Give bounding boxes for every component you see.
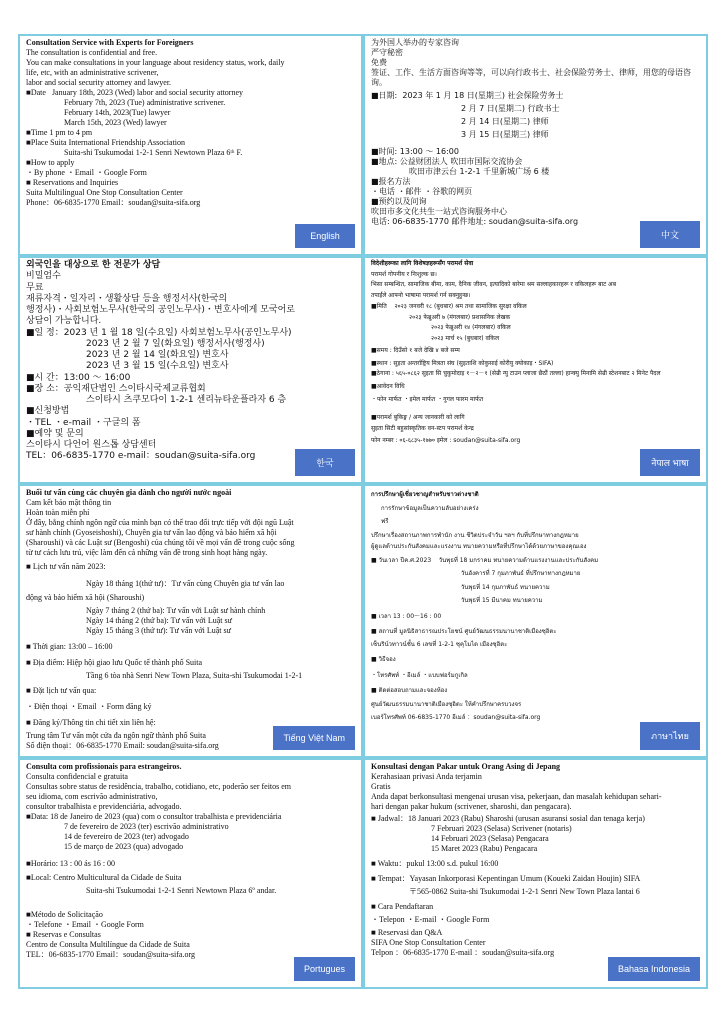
vietnamese-date-label: ■ Lịch tư vấn năm 2023: [26, 562, 106, 571]
korean-address: 스이타시 츠쿠모다이 1-2-1 센리뉴타운플라자 6 층 [86, 395, 287, 405]
vietnamese-how-options: ・Điện thoại ・Email ・Form đăng ký [26, 702, 152, 711]
chinese-date: 2 月 14 日(星期二) 律师 [461, 117, 549, 126]
thai-title: การปรึกษาผู้เชี่ยวชาญสำหรับชาวต่างชาติ [371, 491, 479, 498]
indonesian-line: Anda dapat berkonsultasi mengenai urusan visa, pekerjaan, dan masalah kehidupan sehari- [371, 792, 662, 801]
thai-place: ■ สถานที่ มูลนิธิสาธารณประโยชน์ ศูนย์วัฒนธรรมนานาชาติเมืองซุอิตะ [371, 628, 557, 635]
thai-time: ■ เวลา 13 : 00～16 : 00 [371, 612, 442, 620]
english-date: February 14th, 2023(Tue) lawyer [64, 108, 171, 117]
chinese-line: 免费 [371, 58, 387, 67]
korean-line: 상담이 가능합니다. [26, 316, 102, 327]
portuguese-address: Suita-shi Tsukumodai 1-2-1 Senri Newtown Plaza 6º andar. [86, 886, 277, 895]
indonesian-address: 〒565-0862 Suita-shi Tsukumodai 1-2-1 Senri New Town Plaza lantai 6 [409, 887, 640, 896]
nepali-how-options: ・फोन मार्फत ・इमेल मार्फत ・गुगल फारम मार्फत [371, 396, 484, 403]
english-title: Consultation Service with Experts for Foreigners [26, 38, 194, 47]
portuguese-panel [18, 758, 363, 989]
english-panel [18, 34, 363, 256]
nepali-reservation-label: ■परामर्श बुकिङ्ग / अन्य जानकारी को लागि [371, 413, 465, 421]
indonesian-date: 7 Februari 2023 (Selasa) Scrivener (notaris) [431, 824, 572, 833]
korean-language-badge: 한국 [295, 449, 355, 476]
portuguese-date-row: ■Data: 18 de Janeiro de 2023 (qua) com o consultor trabalhista e previdenciária [26, 812, 282, 821]
korean-line: 재류자격・일자리・생활상담 등을 행정서사(한국의 [26, 293, 228, 304]
chinese-line: 签证、工作、生活方面咨询等等，可以向行政书士、社会保险劳务士、律师，用您的母语咨询。 [371, 68, 691, 87]
chinese-date: 2 月 7 日(星期二) 行政书士 [461, 104, 560, 113]
nepali-line: भिसा सम्बन्धित, सामाजिक बीमा, काम, दैनिक जीवन, इत्यादिको बारेमा श्रम सल्लाहकारहरू र वकिलहरू बाट अब [371, 281, 617, 288]
thai-date-row: ■ วันเวลา ปีค.ศ.2023 วันพุธที่ 18 มกราคม ทนายความด้านแรงงานและประกันสังคม [371, 556, 599, 564]
korean-date: 2023 년 2 월 14 일(화요일) 변호사 [86, 350, 229, 360]
thai-language-badge: ภาษาไทย [640, 722, 700, 750]
indonesian-line: hari dengan pakar hukum (scrivener, sharoshi, dan pengacara). [371, 802, 572, 811]
korean-time: ■시 간：13:00 ～ 16:00 [26, 372, 131, 383]
indonesian-center: SIFA One Stop Consultation Center [371, 938, 486, 947]
nepali-how-label: ■आवेदन विधि [371, 382, 405, 390]
vietnamese-date: Ngày 7 tháng 2 (thứ ba): Tư vấn với Luật sư hành chính [86, 606, 266, 615]
english-line: The consultation is confidential and free. [26, 48, 158, 57]
vietnamese-line: từ tư cách lưu trú, việc làm đến cả những vấn đề trong sinh hoạt hàng ngày. [26, 548, 268, 557]
chinese-how-label: ■报名方法 [371, 177, 411, 186]
chinese-time: ■时间: 13:00 ～ 16:00 [371, 147, 459, 156]
indonesian-language-badge: Bahasa Indonesia [608, 957, 700, 981]
thai-date: วันพุธที่ 15 มีนาคม ทนายความ [461, 597, 543, 604]
thai-reservation-label: ■ ติดต่อสอบถามและจองห้อง [371, 687, 448, 694]
vietnamese-center: Trung tâm Tư vấn một cửa đa ngôn ngữ thành phố Suita [26, 731, 206, 740]
thai-line: การรักษาข้อมูลเป็นความลับอย่างเคร่ง [381, 504, 479, 512]
portuguese-date: 15 de março de 2023 (qua) advogado [64, 842, 184, 851]
vietnamese-time: ■ Thời gian: 13:00 – 16:00 [26, 642, 113, 651]
indonesian-how-options: ・Telepon ・E-mail ・Google Form [371, 915, 490, 924]
english-line: labor and social security attorney and lawyer. [26, 78, 172, 87]
thai-date: วันอังคารที่ 7 กุมภาพันธ์ ที่ปรึกษาทางกฎหมาย [461, 570, 581, 577]
indonesian-place: ■ Tempat：Yayasan Inkorporasi Kepentingan Umum (Koueki Zaidan Houjin) SIFA [371, 874, 641, 883]
english-contact: Phone：06-6835-1770 Email：soudan@suita-sifa.org [26, 198, 201, 207]
nepali-line: तपाईंले आफ्नो भाषामा परामर्श गर्न सक्नुहुन्छ। [371, 291, 471, 299]
indonesian-line: Kerahasiaan privasi Anda terjamin [371, 772, 482, 781]
vietnamese-line: Ở đây, bằng chính ngôn ngữ của mình bạn có thể trao đổi trực tiếp với đội ngũ Luật [26, 518, 294, 527]
english-date: February 7th, 2023 (Tue) administrative scrivener. [64, 98, 226, 107]
thai-date: วันพุธที่ 14 กุมภาพันธ์ ทนายความ [461, 583, 550, 591]
chinese-address: 吹田市津云台 1-2-1 千里新城广场 6 楼 [409, 167, 550, 176]
english-center: Suita Multilingual One Stop Consultation Center [26, 188, 183, 197]
english-place: ■Place Suita International Friendship Association [26, 138, 186, 147]
vietnamese-how-label: ■ Đặt lịch tư vấn qua: [26, 686, 97, 695]
portuguese-language-badge: Portugues [294, 957, 355, 981]
english-language-badge: English [295, 224, 355, 248]
portuguese-line: seu idioma, com escrivão administrativo, [26, 792, 158, 801]
vietnamese-language-badge: Tiếng Việt Nam [273, 726, 355, 750]
chinese-center: 吹田市多文化共生一站式咨询服务中心 [371, 207, 507, 216]
portuguese-contact: TEL：06-6835-1770 Email：soudan@suita-sifa.org [26, 950, 195, 959]
portuguese-time: ■Horário: 13 : 00 ás 16 : 00 [26, 859, 116, 868]
korean-date-row: ■일 정：2023 년 1 월 18 일(수요일) 사회보험노무사(공인노무사) [26, 327, 292, 338]
nepali-place: ■स्थान : सुइता अन्तर्राष्ट्रिय मित्रता संघ (सुइताशि कोकुसाई कोरीयु क्योकाइ・SIFA) [371, 359, 554, 367]
thai-contact: เบอร์โทรศัพท์ 06-6835-1770 อีเมล์ ：soudan@suita-sifa.org [371, 714, 541, 721]
korean-reservation-label: ■예약 및 문의 [26, 428, 84, 439]
portuguese-title: Consulta com profissionais para estrangeiros. [26, 762, 182, 771]
thai-how-label: ■ วิธีจอง [371, 656, 396, 663]
thai-line: ฟรี [381, 518, 389, 525]
korean-center: 스이타시 다언어 원스톱 상담센터 [26, 440, 157, 450]
korean-line: 무료 [26, 282, 44, 293]
thai-line: ปรึกษาเรื่องสถานภาพการพำนัก งาน ชีวิตประจำวัน ฯลฯ กับที่ปรึกษาทางกฎหมาย [371, 531, 579, 539]
vietnamese-reservation-label: ■ Đăng ký/Thông tin chi tiết xin liên hệ: [26, 718, 156, 727]
vietnamese-date: Ngày 14 tháng 2 (thứ ba): Tư vấn với Luật sư [86, 616, 232, 625]
english-how-label: ■How to apply [26, 158, 75, 167]
vietnamese-date: động và bảo hiểm xã hội (Sharoushi) [26, 593, 145, 602]
korean-how-label: ■신청방법 [26, 406, 70, 417]
thai-panel [363, 484, 708, 758]
korean-date: 2023 년 2 월 7 일(화요일) 행정서사(행정사) [86, 338, 265, 349]
portuguese-center: Centro de Consulta Multilíngue da Cidade de Suita [26, 940, 190, 949]
indonesian-time: ■ Waktu：pukul 13:00 s.d. pukul 16:00 [371, 859, 499, 868]
indonesian-title: Konsultasi dengan Pakar untuk Orang Asing di Jepang [371, 762, 561, 771]
portuguese-how-label: ■Método de Solicitação [26, 910, 103, 919]
vietnamese-line: Hoàn toàn miễn phí [26, 508, 90, 517]
english-time: ■Time 1 pm to 4 pm [26, 128, 93, 137]
portuguese-reservation-label: ■ Reservas e Consultas [26, 930, 101, 939]
korean-how-options: ・TEL ・e-mail ・구글의 폼 [26, 417, 141, 428]
english-line: life, etc, with an administrative scrivener, [26, 68, 159, 77]
consultation-flyer-grid [18, 34, 708, 989]
chinese-date-row: ■日期: 2023 年 1 月 18 日(星期三) 社会保险劳务士 [371, 91, 564, 100]
english-address: Suita-shi Tsukumodai 1-2-1 Senri Newtown Plaza 6ᵗʰ F. [64, 148, 243, 157]
chinese-language-badge: 中文 [640, 221, 700, 248]
indonesian-how-label: ■ Cara Pendaftaran [371, 902, 434, 911]
vietnamese-line: sư hành chính (Gyoseishoshi), Chuyên gia tư vấn lao động và bảo hiểm xã hội [26, 528, 277, 537]
portuguese-date: 7 de fevereiro de 2023 (ter) escrivão administrativo [64, 822, 229, 831]
portuguese-line: Consulta confidencial e gratuita [26, 772, 128, 781]
indonesian-reservation-label: ■ Reservasi dan Q&A [371, 928, 443, 937]
portuguese-line: Consultas sobre status de residência, trabalho, cotidiano, etc, poderão ser feitos em [26, 782, 292, 791]
nepali-date: २०२३ मार्च १५ (बुधबार) वकिल [431, 334, 500, 342]
portuguese-how-options: ・Telefone ・Email ・Google Form [26, 920, 144, 929]
chinese-place: ■地点: 公益财团法人 吹田市国际交流协会 [371, 157, 523, 166]
nepali-center: सुइता सिटी बहुसांस्कृतिक वन-स्टप परामर्श केन्द्र [371, 425, 474, 432]
chinese-panel [363, 34, 708, 256]
chinese-line: 严守秘密 [371, 48, 403, 57]
korean-contact: TEL：06-6835-1770 e-mail：soudan@suita-sifa.org [26, 451, 256, 462]
chinese-date: 3 月 15 日(星期三) 律师 [461, 130, 549, 139]
vietnamese-panel [18, 484, 363, 758]
thai-address: เซ็นริน์วทาวน์ชั้น 6 เลขที่ 1-2-1 ซุคุโมได เมืองซุอิตะ [371, 640, 508, 648]
portuguese-date: 14 de fevereiro de 2023 (ter) advogado [64, 832, 189, 841]
thai-line: ผู้ดูแลด้านประกันสังคมและแรงงาน ทนายความหรือที่ปรึกษาได้ด้วยภาษาของคุณเอง [371, 543, 587, 550]
korean-line: 행정사)・사회보험노무사(한국의 공인노무사)・변호사에게 모국어로 [26, 305, 295, 315]
indonesian-date-row: ■ Jadwal：18 Januari 2023 (Rabu) Sharoshi (urusan asuransi sosial dan tenaga kerja) [371, 814, 645, 823]
english-date-row: ■Date January 18th, 2023 (Wed) labor and social security attorney [26, 88, 244, 97]
english-how-options: ・By phone ・Email ・Google Form [26, 168, 147, 177]
vietnamese-line: (Sharoushi) và các Luật sư (Bengoshi) của chúng tôi về mọi vấn đề trong cuộc sống [26, 538, 295, 547]
korean-date: 2023 년 3 월 15 일(수요일) 변호사 [86, 361, 229, 372]
chinese-contact: 电话: 06-6835-1770 邮件地址: soudan@suita-sifa.org [371, 217, 579, 226]
indonesian-contact: Telpon ：06-6835-1770 E-mail ：soudan@suita-sifa.org [371, 948, 555, 957]
chinese-reservation-label: ■预约以及问询 [371, 197, 427, 206]
nepali-date: २०२३ फेब्रुअरी १४ (मंगलबार) वकिल [431, 324, 511, 331]
nepali-date-row: ■मिति २०२३ जनवरी १८ (बुधबार) श्रम तथा सामाजिक सुरक्षा वकिल [371, 303, 527, 310]
vietnamese-title: Buổi tư vấn cùng các chuyên gia dành cho người nước ngoài [26, 488, 232, 497]
korean-line: 비밀엄수 [26, 271, 61, 282]
thai-how-options: ・โทรศัพท์ ・อีเมล์ ・แบบฟอร์มกูเกิล [371, 671, 468, 679]
vietnamese-contact: Số điện thoại：06-6835-1770 Email: soudan@suita-sifa.org [26, 741, 219, 750]
nepali-panel [363, 256, 708, 484]
nepali-language-badge: नेपाल भाषा [640, 449, 700, 476]
indonesian-line: Gratis [371, 782, 391, 791]
chinese-how-options: ・电话 ・邮件 ・谷歌的网页 [371, 187, 473, 196]
thai-center: ศูนย์วัฒนธรรมนานาชาติเมืองซุอิตะ ให้คำปรึกษาครบวงจร [371, 700, 522, 708]
portuguese-place: ■Local: Centro Multicultural da Cidade de Suita [26, 873, 182, 882]
nepali-line: परामर्श गोपनीय र निःशुल्क छ। [371, 270, 437, 278]
english-line: You can make consultations in your language about residency status, work, daily [26, 58, 285, 67]
nepali-address: ■ठेगाना : ५६५-०८६२ सुइता सि चुकुमोदाइ १－२－१ (सेन्री न्यु टाउन प्लाजा छैठौं तल्ला) हान्क्यु मिनामि सेन्री स्टेशनबाट २ मिनेट पैदल [371, 370, 661, 377]
korean-title: 외국인을 대상으로 한 전문가 상담 [26, 260, 161, 270]
indonesian-date: 14 Februari 2023 (Selasa) Pengacara [431, 834, 549, 843]
indonesian-panel [363, 758, 708, 989]
english-date: March 15th, 2023 (Wed) lawyer [64, 118, 167, 127]
vietnamese-date: Ngày 18 tháng 1(thứ tư)：Tư vấn cùng Chuyên gia tư vấn lao [86, 579, 285, 588]
nepali-date: २०२३ फेब्रुअरी ७ (मंगलबार) प्रशासनिक लेखक [409, 313, 511, 321]
chinese-line: 为外国人举办的专家咨询 [371, 38, 459, 47]
vietnamese-date: Ngày 15 tháng 3 (thứ tư): Tư vấn với Luật sư [86, 626, 231, 635]
indonesian-date: 15 Maret 2023 (Rabu) Pengacara [431, 844, 538, 853]
korean-panel [18, 256, 363, 484]
korean-place: ■장 소：공익재단법인 스이타시국제교류협회 [26, 383, 206, 394]
nepali-contact: फोन नम्बर : ०६-६८३५-१७७० इमेल : soudan@suita-sifa.org [371, 436, 521, 444]
nepali-time: ■समय : दिउँसो १ बजे देखि ४ बजे सम्म [371, 347, 460, 354]
portuguese-line: consultor trabalhista e previdenciária, advogado. [26, 802, 182, 811]
vietnamese-address: Tầng 6 tòa nhà Senri New Town Plaza, Suita-shi Tsukumodai 1-2-1 [86, 671, 303, 680]
vietnamese-line: Cam kết bảo mật thông tin [26, 498, 112, 507]
nepali-title: विदेशीहरूका लागि विशेषज्ञहरूसँग परामर्श सेवा [371, 260, 474, 267]
vietnamese-place: ■ Địa điểm: Hiệp hội giao lưu Quốc tế thành phố Suita [26, 658, 203, 667]
english-reservation-label: ■ Reservations and Inquiries [26, 178, 119, 187]
